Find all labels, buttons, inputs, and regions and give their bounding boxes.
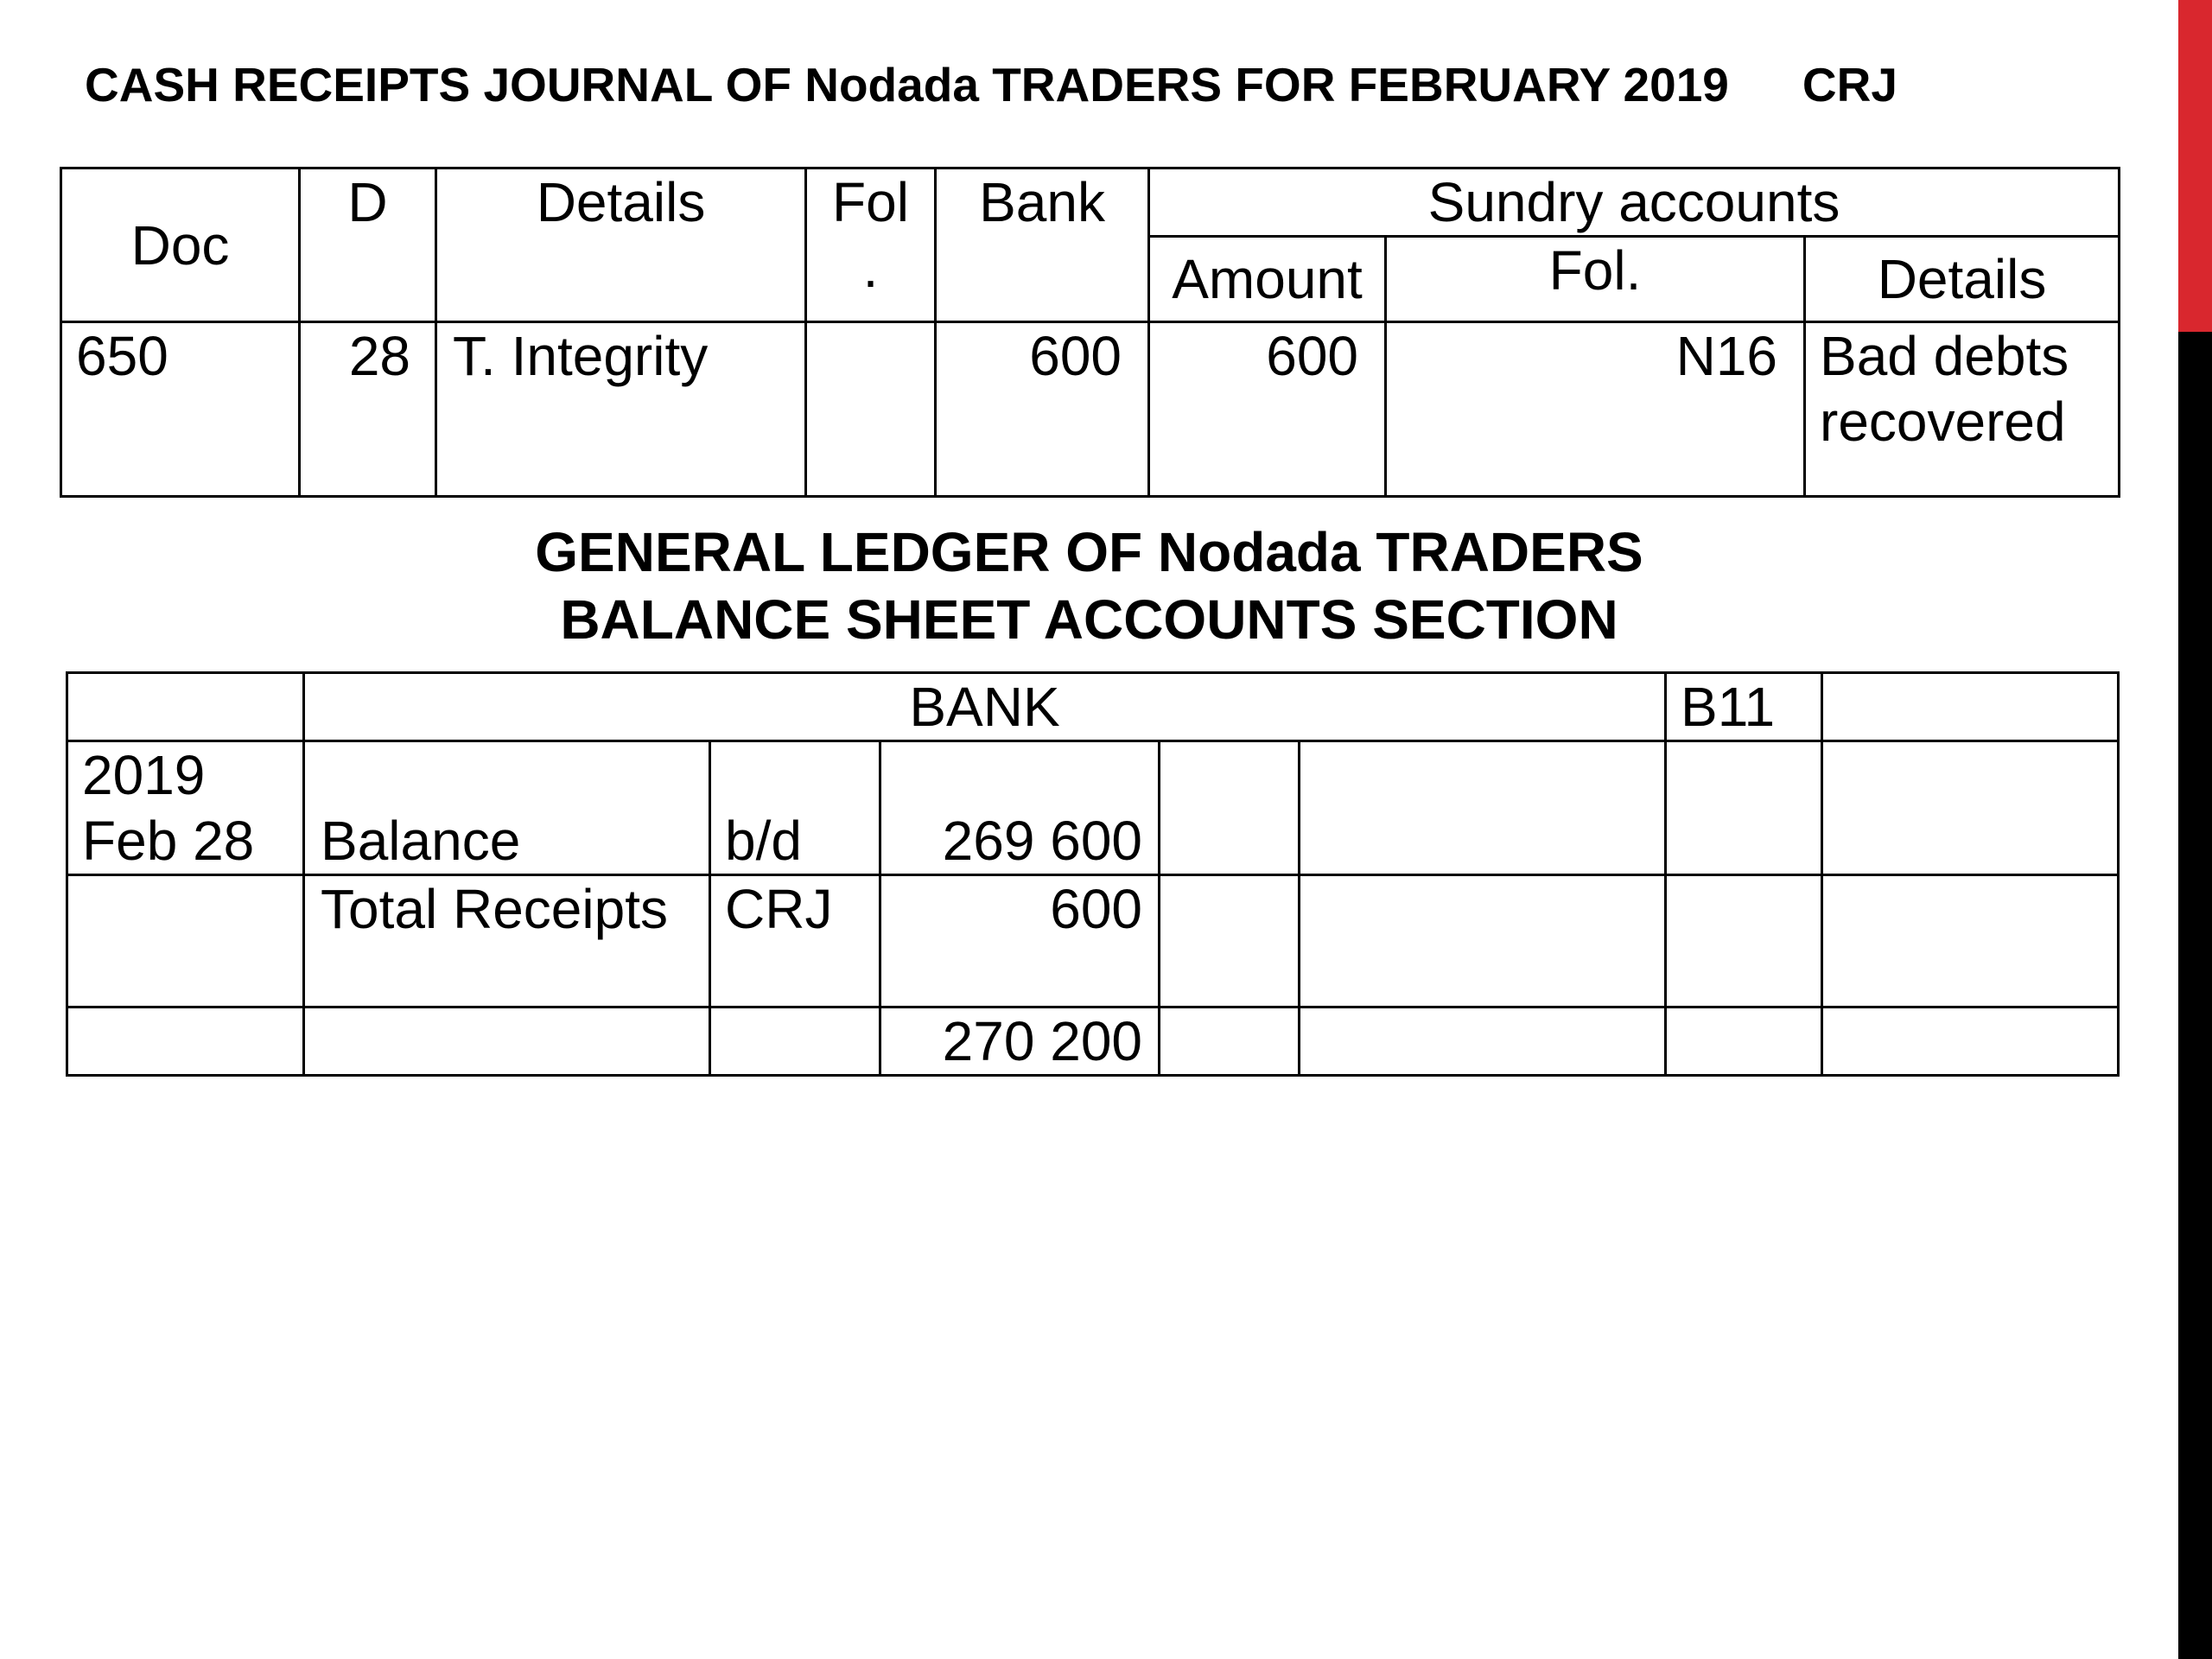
ledger-cell-empty (1822, 875, 2119, 1007)
crj-cell-sundry-details-line-2: recovered (1820, 391, 2066, 453)
crj-header-bank: Bank (936, 168, 1149, 322)
ledger-cell-empty (1666, 741, 1822, 875)
ledger-cell-empty (1822, 1007, 2119, 1076)
crj-header-sundry-amount: Amount (1149, 237, 1386, 322)
ledger-total-row (67, 1007, 2119, 1076)
ledger-cell-empty (1160, 875, 1300, 1007)
crj-header-row-1 (61, 168, 2120, 237)
crj-code: CRJ (1802, 58, 1897, 111)
ledger-cell-empty (1666, 875, 1822, 1007)
crj-cell-fol (806, 322, 936, 497)
ledger-cell-amount: 269 600 (880, 741, 1160, 875)
ledger-cell-empty (304, 1007, 710, 1076)
table-row (67, 741, 2119, 875)
ledger-cell-empty (1300, 1007, 1666, 1076)
crj-cell-day: 28 (300, 322, 436, 497)
ledger-cell-empty (67, 1007, 304, 1076)
ledger-cell-empty (1666, 1007, 1822, 1076)
crj-cell-sundry-amount: 600 (1149, 322, 1386, 497)
crj-header-fol-bottom: . (862, 237, 879, 299)
ledger-header-blank-left (67, 673, 304, 741)
crj-header-sundry-details: Details (1805, 237, 2120, 322)
crj-header-doc: Doc (61, 168, 300, 322)
ledger-cell-date (67, 875, 304, 1007)
accent-bar-black (2178, 332, 2212, 1659)
crj-header-details: Details (436, 168, 806, 322)
crj-cell-sundry-details-line-1: Bad debts (1820, 325, 2069, 387)
table-row (61, 322, 2120, 497)
ledger-header-blank-right (1822, 673, 2119, 741)
ledger-cell-empty (1300, 875, 1666, 1007)
crj-header-sundry: Sundry accounts (1149, 168, 2120, 237)
crj-cell-sundry-fol: N16 (1386, 322, 1805, 497)
ledger-cell-empty (1160, 1007, 1300, 1076)
ledger-cell-empty (1300, 741, 1666, 875)
ledger-cell-details: Total Receipts (304, 875, 710, 1007)
crj-cell-bank: 600 (936, 322, 1149, 497)
crj-header-day: D (300, 168, 436, 322)
crj-title (85, 57, 1897, 112)
crj-header-sundry-fol: Fol. (1386, 237, 1805, 322)
crj-header-fol-top: Fol (832, 171, 909, 233)
ledger-cell-date-day: Feb 28 (82, 810, 255, 872)
ledger-cell-date-year: 2019 (82, 744, 206, 806)
general-ledger-bank-table (66, 671, 2120, 1077)
cash-receipts-journal-table (60, 167, 2120, 498)
crj-cell-details: T. Integrity (436, 322, 806, 497)
ledger-account-name: BANK (304, 673, 1666, 741)
ledger-cell-empty (710, 1007, 880, 1076)
ledger-total-amount: 270 200 (880, 1007, 1160, 1076)
ledger-cell-empty (1822, 741, 2119, 875)
ledger-cell-amount: 600 (880, 875, 1160, 1007)
ledger-heading-line-2: BALANCE SHEET ACCOUNTS SECTION (560, 588, 1618, 651)
accent-bar-red (2178, 0, 2212, 332)
ledger-cell-fol: CRJ (710, 875, 880, 1007)
ledger-account-code: B11 (1666, 673, 1822, 741)
ledger-account-header-row (67, 673, 2119, 741)
ledger-cell-date (67, 741, 304, 875)
table-row (67, 875, 2119, 1007)
crj-title-text: CASH RECEIPTS JOURNAL OF Nodada TRADERS FOR FEBRUARY 2019 (85, 58, 1729, 111)
ledger-cell-details: Balance (304, 741, 710, 875)
ledger-cell-empty (1160, 741, 1300, 875)
ledger-heading-line-1: GENERAL LEDGER OF Nodada TRADERS (535, 521, 1643, 583)
crj-cell-doc: 650 (61, 322, 300, 497)
ledger-heading (0, 518, 2178, 653)
crj-header-fol (806, 168, 936, 322)
ledger-cell-fol: b/d (710, 741, 880, 875)
crj-cell-sundry-details (1805, 322, 2120, 497)
